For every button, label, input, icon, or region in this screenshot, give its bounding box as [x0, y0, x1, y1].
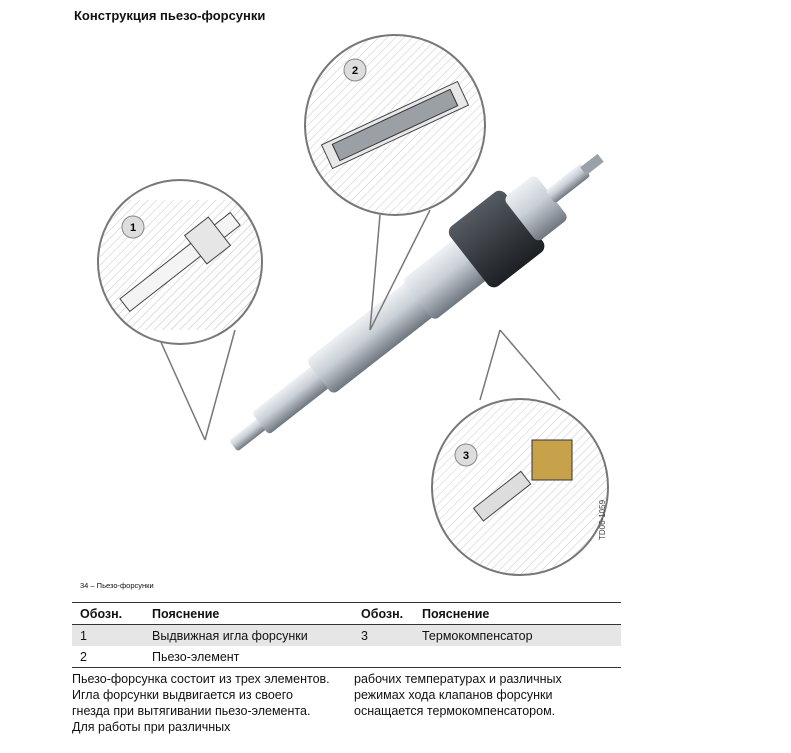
legend-table: [72, 602, 621, 668]
body-text-right: рабочих температурах и различных режимах хода клапанов форсунки оснащается термокомпенсатором.: [354, 672, 562, 718]
body-text-left: Пьезо-форсунка состоит из трех элементов. Игла форсунки выдвигается из своего гнезда при вытягивании пьезо-элемента. Для работы при различных: [72, 672, 330, 734]
detail-callout-1: [98, 180, 262, 440]
callout-label-1: 1: [129, 222, 137, 234]
figure-code: TD06-1059: [598, 499, 607, 540]
row-label: 3: [353, 625, 414, 647]
page-title: Конструкция пьезо-форсунки: [74, 8, 266, 23]
header-desc-1: Пояснение: [144, 603, 353, 625]
table-row: [72, 646, 621, 668]
header-label-2: Обозн.: [353, 603, 414, 625]
row-desc: [414, 646, 621, 668]
detail-callout-3: [430, 330, 610, 580]
figure-caption: 34 – Пьезо-форсунки: [80, 581, 154, 590]
row-desc: Выдвижная игла форсунки: [144, 625, 353, 647]
row-desc: Термокомпенсатор: [414, 625, 621, 647]
header-desc-2: Пояснение: [414, 603, 621, 625]
row-label: 2: [72, 646, 144, 668]
callout-label-2: 2: [351, 65, 359, 77]
row-desc: Пьезо-элемент: [144, 646, 353, 668]
table-row: [72, 625, 621, 647]
legend-header-row: [72, 603, 621, 625]
header-label-1: Обозн.: [72, 603, 144, 625]
callout-label-3: 3: [462, 450, 470, 462]
row-label: [353, 646, 414, 668]
row-label: 1: [72, 625, 144, 647]
